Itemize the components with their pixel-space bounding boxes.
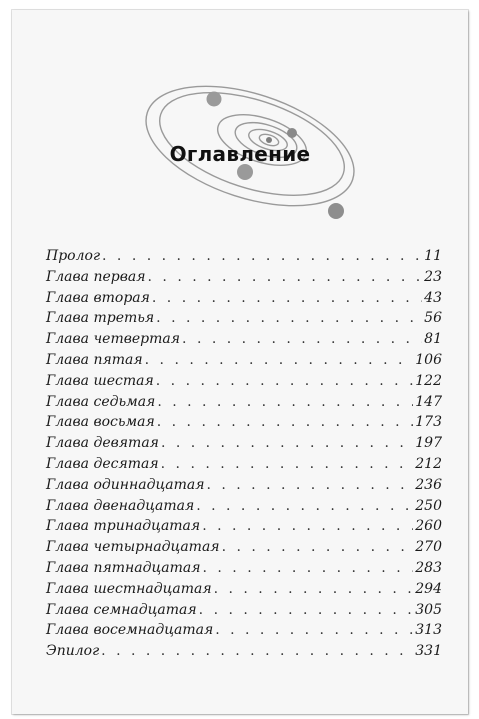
toc-entry-page-number: 56 <box>424 310 442 327</box>
toc-entry-label: Глава пятнадцатая <box>46 559 201 576</box>
toc-entry-page-number: 250 <box>415 497 442 514</box>
toc-entry-page-number: 305 <box>415 601 442 618</box>
toc-entry <box>46 269 442 290</box>
dot-leader <box>214 581 414 597</box>
toc-entry <box>46 643 442 664</box>
book-page <box>12 10 468 714</box>
dot-leader <box>203 560 414 576</box>
table-of-contents <box>46 248 442 664</box>
toc-entry-page-number: 43 <box>424 289 442 306</box>
dot-leader <box>148 269 423 285</box>
toc-entry-label: Глава пятая <box>46 351 143 368</box>
dot-leader <box>161 456 414 472</box>
toc-entry-label: Глава вторая <box>46 289 150 306</box>
dot-leader <box>196 498 413 514</box>
dot-leader <box>157 394 413 410</box>
dot-leader <box>156 373 414 389</box>
toc-entry <box>46 581 442 602</box>
toc-entry <box>46 560 442 581</box>
dot-leader <box>156 310 422 326</box>
toc-entry <box>46 498 442 519</box>
toc-entry <box>46 477 442 498</box>
toc-entry <box>46 394 442 415</box>
toc-entry-page-number: 23 <box>424 268 442 285</box>
toc-entry-label: Глава третья <box>46 310 155 327</box>
toc-entry-page-number: 236 <box>415 476 442 493</box>
toc-entry-label: Глава одиннадцатая <box>46 476 205 493</box>
dot-leader <box>102 248 422 264</box>
toc-entry-page-number: 212 <box>415 455 442 472</box>
toc-entry-label: Эпилог <box>46 643 100 660</box>
toc-entry-page-number: 11 <box>424 248 442 264</box>
toc-entry <box>46 331 442 352</box>
toc-entry-page-number: 81 <box>424 331 442 348</box>
toc-entry-label: Глава шестнадцатая <box>46 580 212 597</box>
toc-entry-label: Глава четвертая <box>46 331 181 348</box>
dot-leader <box>222 539 414 555</box>
toc-entry-label: Глава седьмая <box>46 393 156 410</box>
toc-entry-label: Глава шестая <box>46 372 154 389</box>
dot-leader <box>202 518 413 534</box>
toc-entry-label: Глава семнадцатая <box>46 601 197 618</box>
toc-entry-page-number: 260 <box>415 518 442 535</box>
toc-entry-page-number: 147 <box>415 393 442 410</box>
toc-entry <box>46 414 442 435</box>
toc-entry <box>46 290 442 311</box>
toc-entry <box>46 518 442 539</box>
toc-entry <box>46 539 442 560</box>
page-title: Оглавление <box>169 142 311 166</box>
toc-entry-label: Глава восемнадцатая <box>46 622 214 639</box>
dot-leader <box>157 414 414 430</box>
toc-entry-label: Глава девятая <box>46 435 159 452</box>
toc-entry-page-number: 283 <box>415 559 442 576</box>
toc-entry <box>46 456 442 477</box>
dot-leader <box>101 643 413 659</box>
toc-entry <box>46 352 442 373</box>
dot-leader <box>161 435 413 451</box>
toc-entry-page-number: 313 <box>415 622 442 639</box>
toc-entry <box>46 602 442 623</box>
dot-leader <box>199 602 414 618</box>
toc-entry-label: Пролог <box>46 248 101 264</box>
toc-entry-label: Глава тринадцатая <box>46 518 201 535</box>
toc-entry-page-number: 122 <box>415 372 442 389</box>
toc-entry-label: Глава десятая <box>46 455 159 472</box>
toc-entry-label: Глава четырнадцатая <box>46 539 220 556</box>
toc-entry-label: Глава первая <box>46 268 146 285</box>
dot-leader <box>152 290 422 306</box>
toc-entry-page-number: 270 <box>415 539 442 556</box>
dot-leader <box>145 352 414 368</box>
toc-entry-page-number: 294 <box>415 580 442 597</box>
toc-entry-page-number: 197 <box>415 435 442 452</box>
toc-entry <box>46 622 442 643</box>
toc-entry-label: Глава восьмая <box>46 414 155 431</box>
dot-leader <box>206 477 413 493</box>
toc-entry <box>46 310 442 331</box>
toc-entry-label: Глава двенадцатая <box>46 497 195 514</box>
toc-entry-page-number: 106 <box>415 351 442 368</box>
dot-leader <box>182 331 422 347</box>
toc-entry-page-number: 173 <box>415 414 442 431</box>
toc-entry <box>46 373 442 394</box>
dot-leader <box>215 622 413 638</box>
toc-entry <box>46 248 442 269</box>
toc-entry-page-number: 331 <box>415 643 442 660</box>
toc-entry <box>46 435 442 456</box>
